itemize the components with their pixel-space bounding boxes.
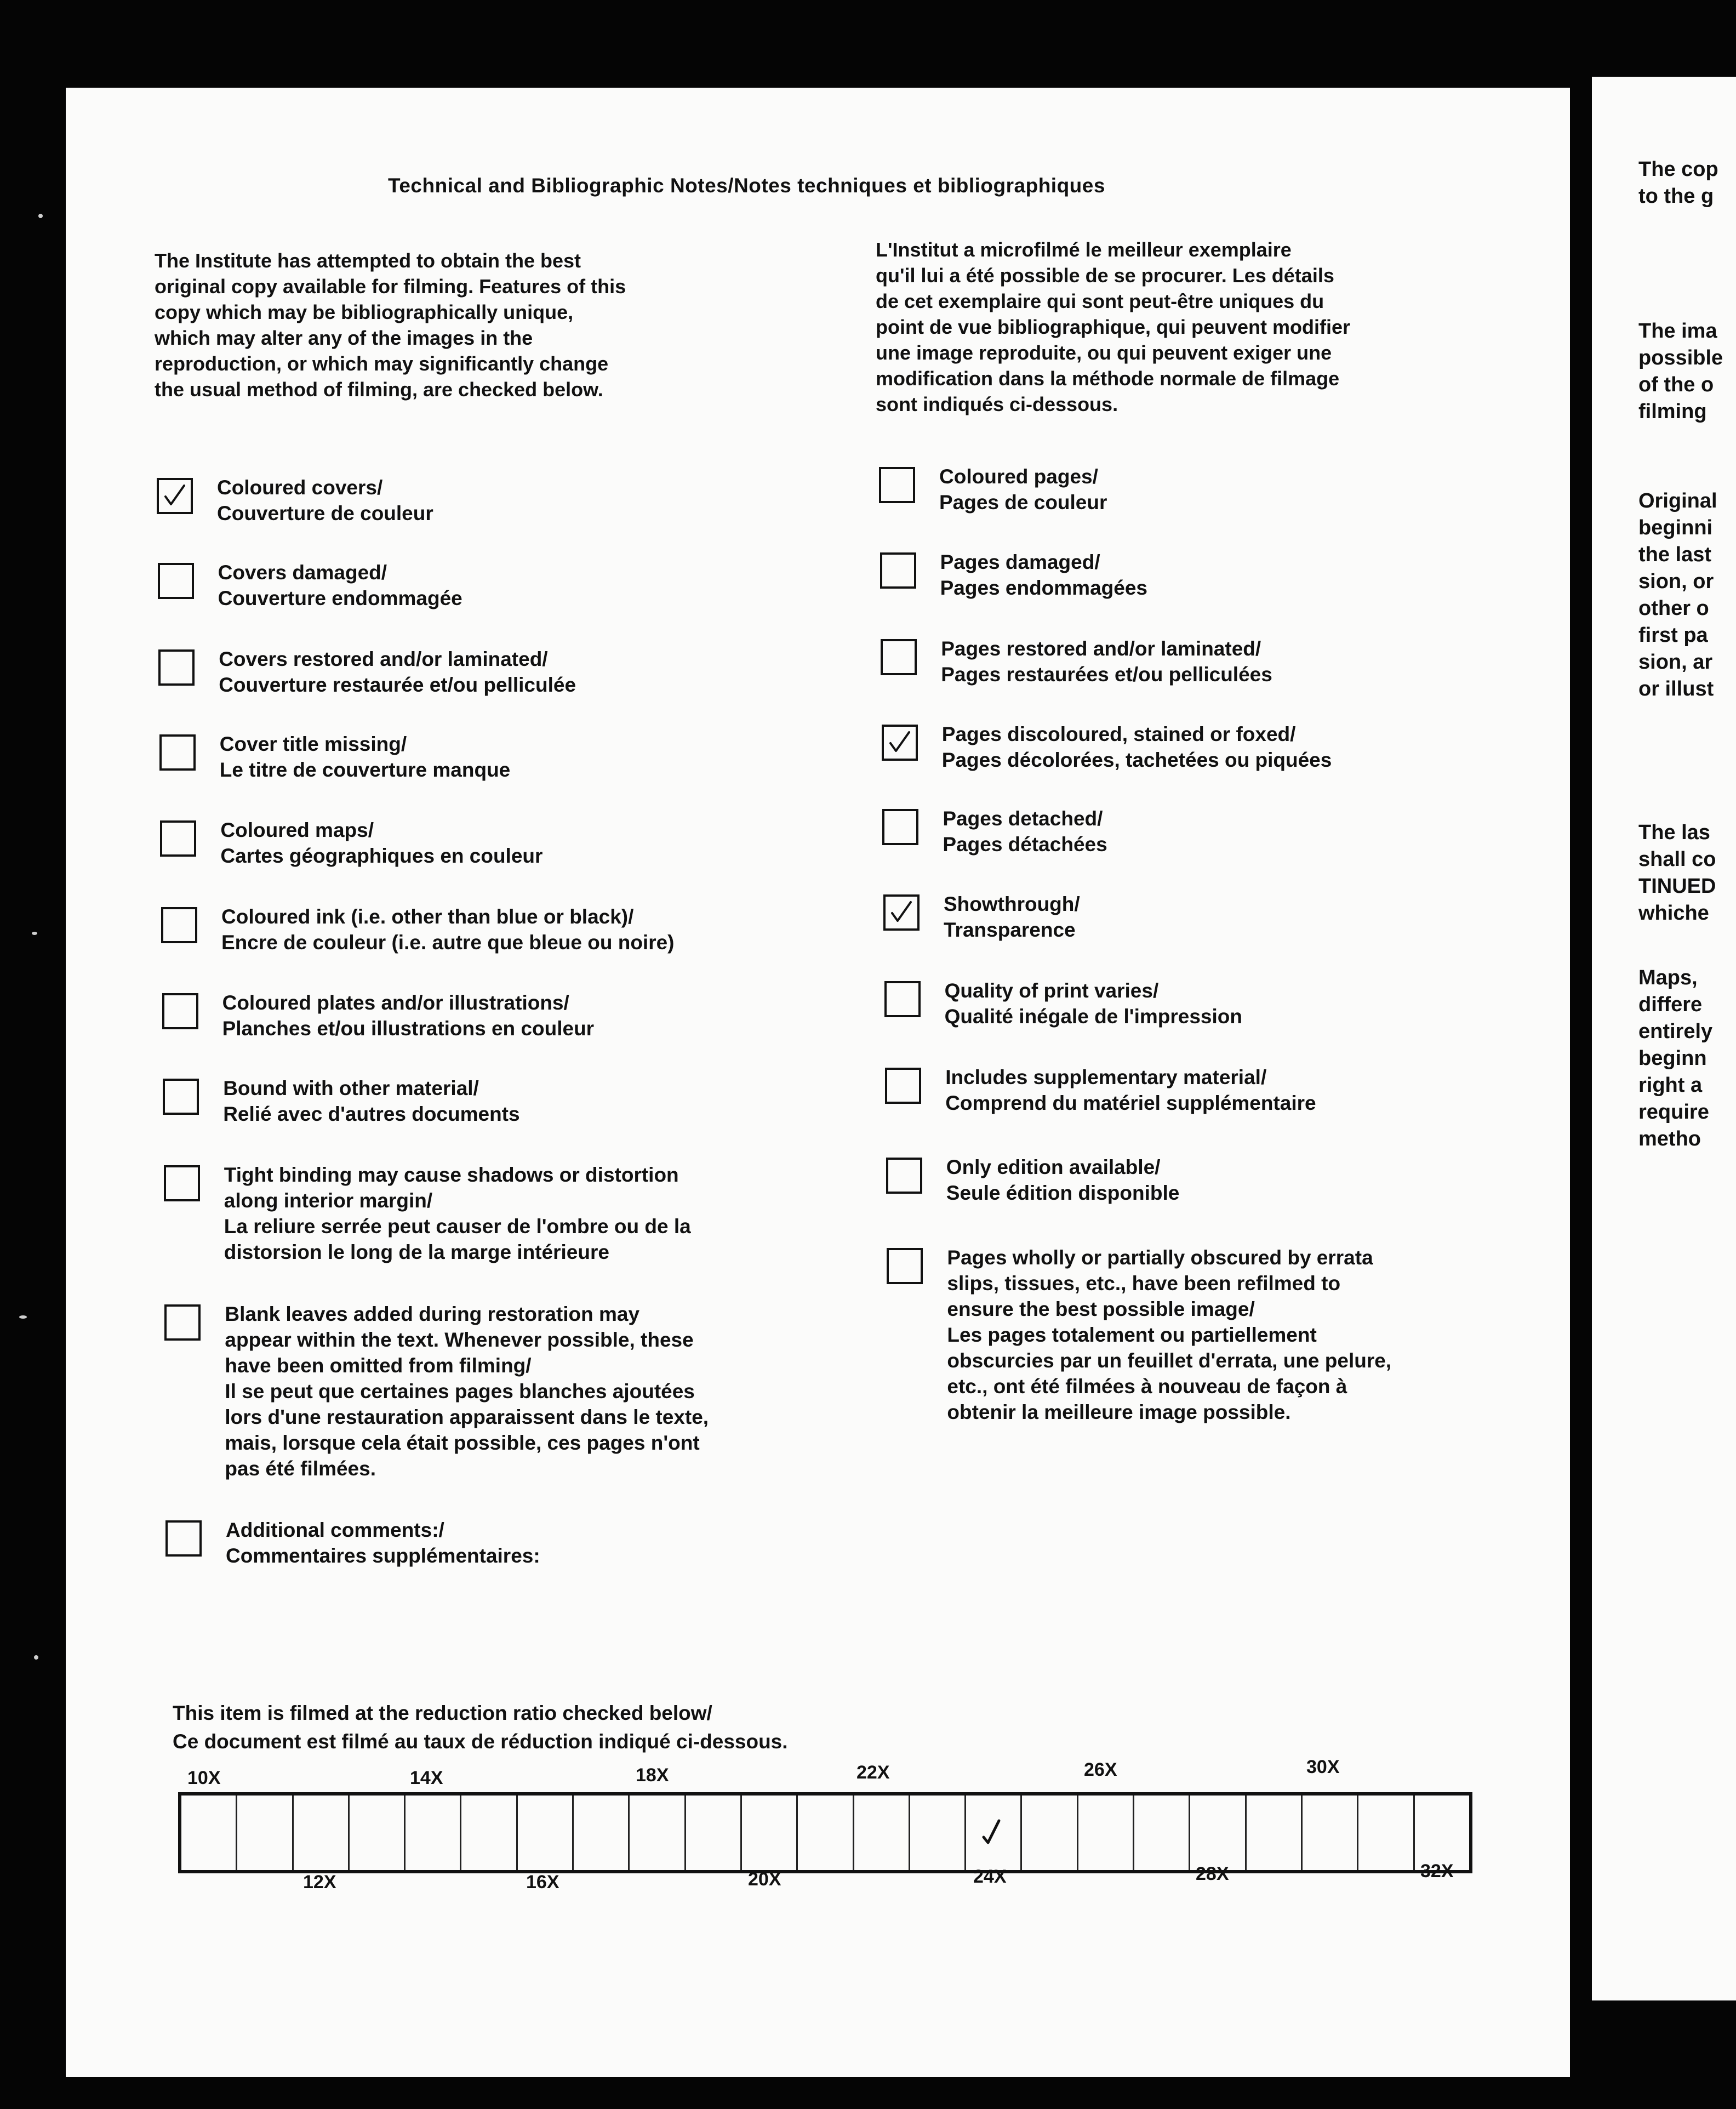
ratio-label-bottom: 16X (526, 1872, 559, 1893)
ratio-cell[interactable] (1415, 1796, 1469, 1870)
checkbox[interactable] (887, 1248, 923, 1284)
reduction-ratio-text: This item is filmed at the reduction ratio checked below/ Ce document est filmé au taux de réduction indiqué ci-dessous. (173, 1702, 788, 1753)
ratio-label-bottom: 24X (973, 1866, 1007, 1887)
ratio-label-bottom: 28X (1196, 1863, 1229, 1884)
right-item (879, 467, 1542, 515)
next-page-fragment: Original beginni the last sion, or other o first pa sion, ar or illust (1638, 489, 1717, 700)
checkbox[interactable] (882, 725, 918, 761)
left-item (159, 734, 823, 783)
checkbox[interactable] (881, 639, 917, 675)
item-label: Coloured ink (i.e. other than blue or black)/ Encre de couleur (i.e. autre que bleue ou noire) (221, 905, 675, 954)
ratio-label-bottom: 12X (303, 1872, 336, 1893)
right-item (882, 809, 1545, 857)
right-item (880, 552, 1543, 601)
item-label: Bound with other material/ Relié avec d'autres documents (223, 1077, 520, 1125)
ratio-cell[interactable] (574, 1796, 630, 1870)
right-item (885, 1068, 1548, 1116)
checkbox[interactable] (883, 894, 920, 931)
checkbox[interactable] (160, 820, 196, 857)
ratio-cell[interactable] (1303, 1796, 1358, 1870)
ratio-label-top: 22X (856, 1762, 890, 1783)
ratio-cell[interactable] (406, 1796, 461, 1870)
ratio-cell[interactable] (1190, 1796, 1246, 1870)
ratio-cell[interactable] (966, 1796, 1022, 1870)
ratio-label-top: 18X (636, 1765, 669, 1786)
reduction-ratio-strip (178, 1792, 1472, 1873)
left-item (165, 1520, 829, 1569)
right-item (886, 1158, 1549, 1206)
checkbox[interactable] (164, 1165, 200, 1201)
ratio-cell[interactable] (350, 1796, 406, 1870)
checkbox[interactable] (161, 907, 197, 943)
next-page-fragment: The ima possible of the o filming (1638, 320, 1723, 423)
right-item (884, 981, 1547, 1029)
left-item (163, 1079, 826, 1127)
ratio-cell[interactable] (461, 1796, 517, 1870)
checkbox[interactable] (882, 809, 918, 845)
left-item (164, 1304, 827, 1481)
item-label: Coloured pages/ Pages de couleur (939, 465, 1107, 514)
item-label: Pages discoloured, stained or foxed/ Pages décolorées, tachetées ou piquées (941, 723, 1332, 771)
page-title: Technical and Bibliographic Notes/Notes techniques et bibliographiques (388, 174, 1105, 197)
item-label: Pages detached/ Pages détachées (943, 807, 1107, 856)
item-label: Coloured maps/ Cartes géographiques en couleur (220, 819, 543, 867)
next-page-fragment: The cop to the g (1638, 158, 1718, 208)
item-label: Quality of print varies/ Qualité inégale de l'impression (944, 979, 1242, 1028)
item-label: Showthrough/ Transparence (944, 893, 1080, 941)
ratio-cell[interactable] (1134, 1796, 1190, 1870)
left-item (157, 478, 820, 526)
checkbox[interactable] (879, 467, 915, 503)
ratio-cell[interactable] (518, 1796, 574, 1870)
ratio-cell[interactable] (294, 1796, 350, 1870)
ratio-label-top: 14X (410, 1768, 443, 1788)
left-item (164, 1165, 827, 1265)
ratio-cell[interactable] (1247, 1796, 1303, 1870)
item-label: Cover title missing/ Le titre de couverture manque (219, 733, 511, 781)
ratio-cell[interactable] (742, 1796, 798, 1870)
checkbox[interactable] (884, 981, 921, 1017)
ratio-cell[interactable] (686, 1796, 742, 1870)
ratio-cell[interactable] (798, 1796, 854, 1870)
item-label: Pages damaged/ Pages endommagées (940, 551, 1147, 599)
left-item (158, 649, 821, 698)
right-item (882, 725, 1545, 773)
checkbox[interactable] (158, 649, 195, 686)
film-speck (32, 932, 37, 935)
item-label: Blank leaves added during restoration may appear within the text. Whenever possible, these have been omitted from filming/ Il se peut que certaines pages blanches ajoutées lors d'une restauration apparaissent dans le texte, mais, lorsque cela était possible, ces pages n'ont pas été filmées. (225, 1303, 709, 1480)
next-page-sheet (1592, 77, 1736, 2000)
item-label: Covers damaged/ Couverture endommagée (218, 561, 462, 609)
checkbox[interactable] (164, 1304, 201, 1341)
item-label: Coloured covers/ Couverture de couleur (217, 476, 433, 525)
item-label: Coloured plates and/or illustrations/ Planches et/ou illustrations en couleur (222, 991, 595, 1040)
ratio-cell[interactable] (854, 1796, 910, 1870)
film-speck (34, 1655, 38, 1660)
intro-english: The Institute has attempted to obtain the best original copy available for filming. Features of this copy which may be bibliographically unique, which may alter any of the images in the reproduction, or which may significantly change the usual method of filming, are checked below. (155, 249, 626, 401)
ratio-cell[interactable] (237, 1796, 293, 1870)
film-speck (19, 1315, 27, 1319)
checkbox[interactable] (163, 1079, 199, 1115)
right-item (887, 1248, 1550, 1425)
item-label: Pages restored and/or laminated/ Pages restaurées et/ou pelliculées (941, 637, 1272, 686)
ratio-check-mark (977, 1812, 1010, 1850)
right-item (881, 639, 1544, 687)
ratio-label-top: 30X (1306, 1757, 1340, 1777)
checkbox[interactable] (158, 563, 194, 599)
item-label: Only edition available/ Seule édition disponible (946, 1156, 1180, 1204)
item-label: Covers restored and/or laminated/ Couverture restaurée et/ou pelliculée (219, 648, 576, 696)
checkbox[interactable] (886, 1158, 922, 1194)
left-item (161, 907, 824, 955)
ratio-label-top: 26X (1084, 1759, 1117, 1780)
checkbox[interactable] (885, 1068, 921, 1104)
checkbox[interactable] (157, 478, 193, 514)
item-label: Additional comments:/ Commentaires supplémentaires: (226, 1519, 540, 1567)
next-page-fragment: The las shall co TINUED whiche (1638, 821, 1716, 925)
ratio-cell[interactable] (1022, 1796, 1078, 1870)
left-item (162, 993, 825, 1041)
item-label: Tight binding may cause shadows or distortion along interior margin/ La reliure serrée peut causer de l'ombre ou de la distorsion le long de la marge intérieure (224, 1164, 691, 1263)
item-label: Pages wholly or partially obscured by errata slips, tissues, etc., have been refilmed to ensure the best possible image/ Les pages totalement ou partiellement obscurcies par un feuillet d'errata, une pelure, etc., ont été filmées à nouveau de façon à obtenir la meilleure image possible. (947, 1246, 1392, 1423)
ratio-cell[interactable] (1078, 1796, 1134, 1870)
right-item (883, 894, 1546, 943)
ratio-label-bottom: 32X (1420, 1861, 1454, 1882)
checkbox[interactable] (165, 1520, 202, 1557)
ratio-cell[interactable] (181, 1796, 237, 1870)
checkbox[interactable] (159, 734, 196, 771)
ratio-cell[interactable] (910, 1796, 966, 1870)
ratio-cell[interactable] (1358, 1796, 1414, 1870)
ratio-cell[interactable] (630, 1796, 686, 1870)
intro-french: L'Institut a microfilmé le meilleur exemplaire qu'il lui a été possible de se procurer. Les détails de cet exemplaire qui sont peut-être uniques du point de vue bibliographique, qui peuvent modifier une image reproduite, ou qui peuvent exiger une modification dans la méthode normale de filmage sont indiqués ci-dessous. (876, 238, 1351, 415)
item-label: Includes supplementary material/ Comprend du matériel supplémentaire (945, 1066, 1316, 1114)
left-item (160, 820, 823, 869)
film-speck (38, 214, 43, 218)
ratio-label-top: 10X (187, 1768, 221, 1788)
checkbox[interactable] (162, 993, 198, 1029)
left-item (158, 563, 821, 611)
checkbox[interactable] (880, 552, 916, 589)
next-page-fragment: Maps, differe entirely beginn right a require metho (1638, 966, 1713, 1150)
ratio-label-bottom: 20X (748, 1869, 781, 1890)
